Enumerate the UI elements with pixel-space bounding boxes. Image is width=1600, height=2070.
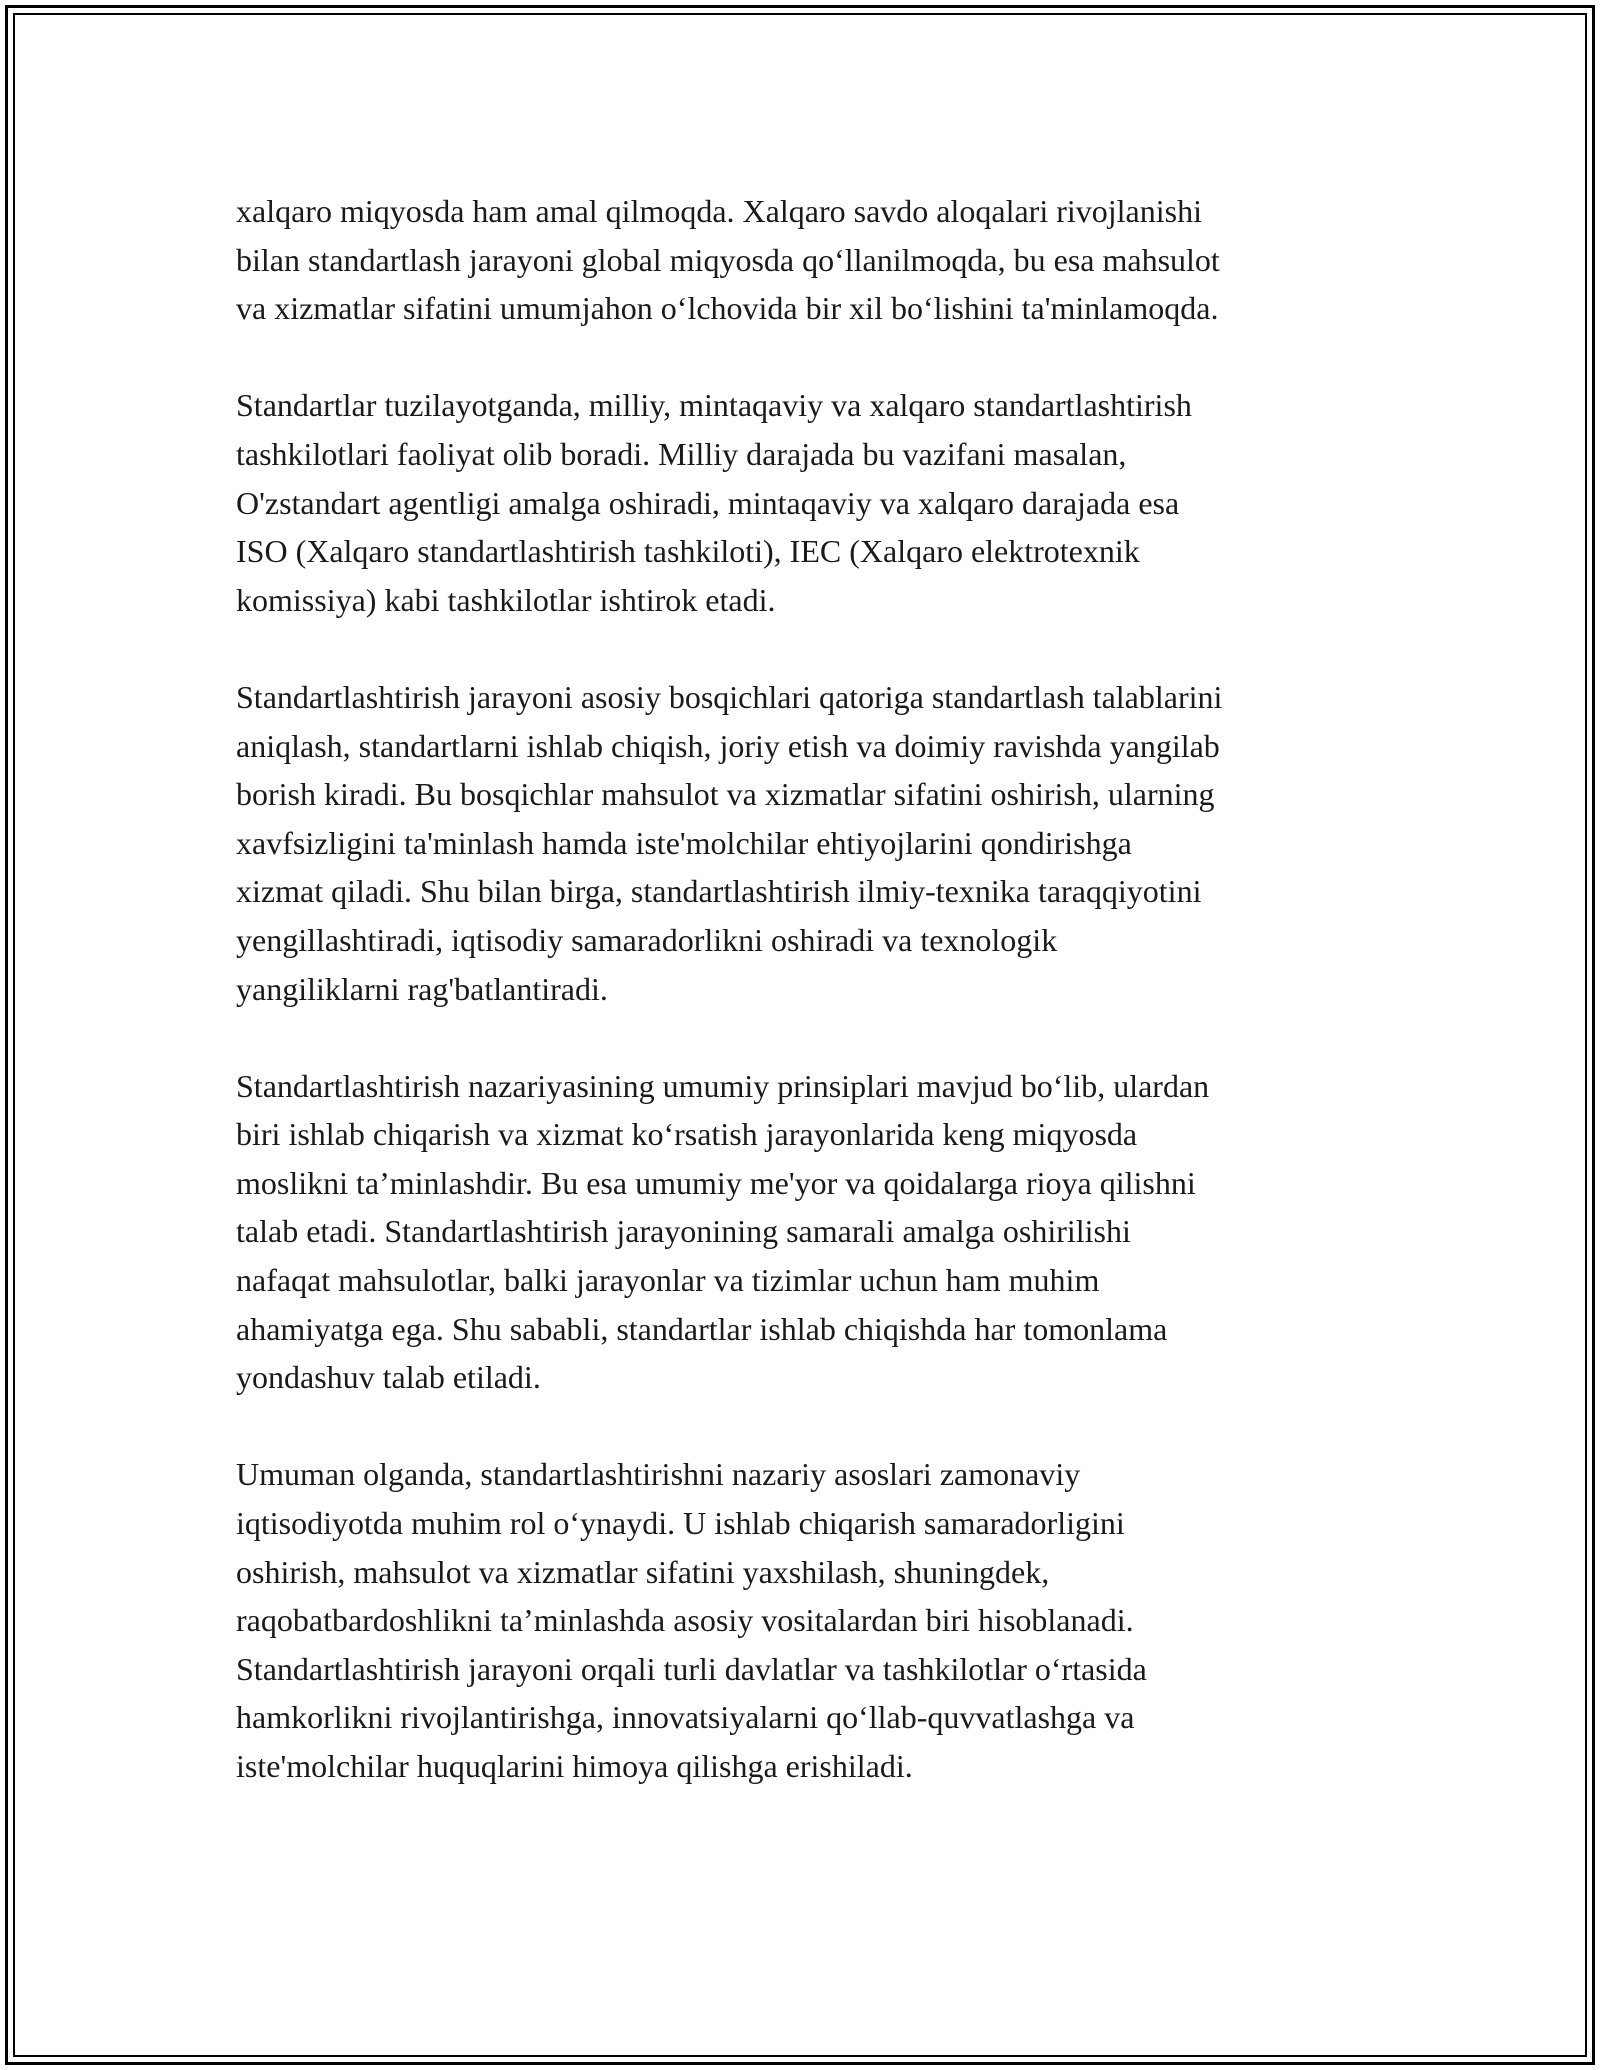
paragraph-1: xalqaro miqyosda ham amal qilmoqda. Xalqaro savdo aloqalari rivojlanishi bilan standartlash jarayoni global miqyosda qo‘llanilmoqda, bu esa mahsulot va xizmatlar sifatini umumjahon o‘lchovida bir xil bo‘lishini ta'minlamoqda. — [236, 193, 1220, 327]
paragraph-4: Standartlashtirish nazariyasining umumiy prinsiplari mavjud bo‘lib, ulardan biri ishlab chiqarish va xizmat ko‘rsatish jarayonlarida keng miqyosda moslikni ta’minlashdir. Bu esa umumiy me'yor va qoidalarga rioya qilishni talab etadi. Standartlashtirish jarayonining samarali amalga oshirilishi nafaqat mahsulotlar, balki jarayonlar va tizimlar uchun ham muhim ahamiyatga ega. Shu sababli, standartlar ishlab chiqishda har tomonlama yondashuv talab etiladi. — [236, 1067, 1210, 1396]
document-body — [236, 187, 1396, 1839]
paragraph-5: Umuman olganda, standartlashtirishni nazariy asoslari zamonaviy iqtisodiyotda muhim rol o‘ynaydi. U ishlab chiqarish samaradorligini oshirish, mahsulot va xizmatlar sifatini yaxshilash, shuningdek, raqobatbardoshlikni ta’minlashda asosiy vositalardan biri hisoblanadi. Standartlashtirish jarayoni orqali turli davlatlar va tashkilotlar o‘rtasida hamkorlikni rivojlantirishga, innovatsiyalarni qo‘llab-quvvatlashga va iste'molchilar huquqlarini himoya qilishga erishiladi. — [236, 1456, 1147, 1784]
paragraph-2: Standartlar tuzilayotganda, milliy, mintaqaviy va xalqaro standartlashtirish tashkilotlari faoliyat olib boradi. Milliy darajada bu vazifani masalan, O'zstandart agentligi amalga oshiradi, mintaqaviy va xalqaro darajada esa ISO (Xalqaro standartlashtirish tashkiloti), IEC (Xalqaro elektrotexnik komissiya) kabi tashkilotlar ishtirok etadi. — [236, 387, 1192, 618]
paragraph-3: Standartlashtirish jarayoni asosiy bosqichlari qatoriga standartlash talablarini aniqlash, standartlarni ishlab chiqish, joriy etish va doimiy ravishda yangilab borish kiradi. Bu bosqichlar mahsulot va xizmatlar sifatini oshirish, ularning xavfsizligini ta'minlash hamda iste'molchilar ehtiyojlarini qondirishga xizmat qiladi. Shu bilan birga, standartlashtirish ilmiy-texnika taraqqiyotini yengillashtiradi, iqtisodiy samaradorlikni oshiradi va texnologik yangiliklarni rag'batlantiradi. — [236, 678, 1223, 1007]
